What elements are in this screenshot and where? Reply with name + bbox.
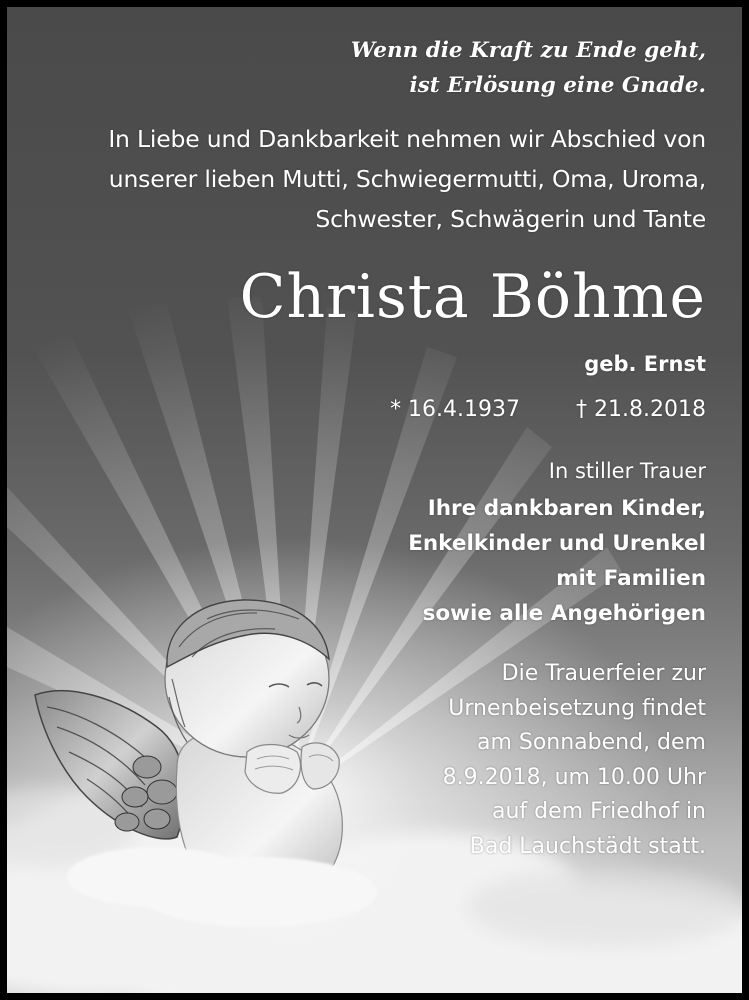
mourner-line: mit Familien xyxy=(556,566,706,591)
death-date: † 21.8.2018 xyxy=(576,397,706,422)
intro-text xyxy=(108,119,706,239)
mourner-line: sowie alle Angehörigen xyxy=(422,601,706,626)
mourning-heading: In stiller Trauer xyxy=(548,459,706,483)
life-dates xyxy=(390,391,706,429)
mourner-line: Ihre dankbaren Kinder, xyxy=(427,496,706,521)
service-line: Urnenbeisetzung findet xyxy=(448,695,706,721)
motto-quote xyxy=(351,33,706,103)
service-line: Die Trauerfeier zur xyxy=(501,661,706,686)
mourners-list xyxy=(408,491,706,631)
intro-line: In Liebe und Dankbarkeit nehmen wir Abschied von xyxy=(108,125,706,153)
service-line: am Sonnabend, dem xyxy=(476,730,706,755)
service-line: Bad Lauchstädt statt. xyxy=(469,833,706,859)
service-line: 8.9.2018, um 10.00 Uhr xyxy=(442,764,706,790)
maiden-name: geb. Ernst xyxy=(584,352,706,376)
mourner-line: Enkelkinder und Urenkel xyxy=(408,531,706,556)
motto-line: ist Erlösung eine Gnade. xyxy=(409,73,706,98)
funeral-service-info xyxy=(443,657,706,864)
birth-date: * 16.4.1937 xyxy=(390,397,521,422)
intro-line: Schwester, Schwägerin und Tante xyxy=(315,205,706,233)
deceased-name: Christa Böhme xyxy=(239,262,706,332)
motto-line: Wenn die Kraft zu Ende geht, xyxy=(350,38,706,63)
service-line: auf dem Friedhof in xyxy=(492,799,706,824)
intro-line: unserer lieben Mutti, Schwiegermutti, Oma, Uroma, xyxy=(108,165,706,193)
